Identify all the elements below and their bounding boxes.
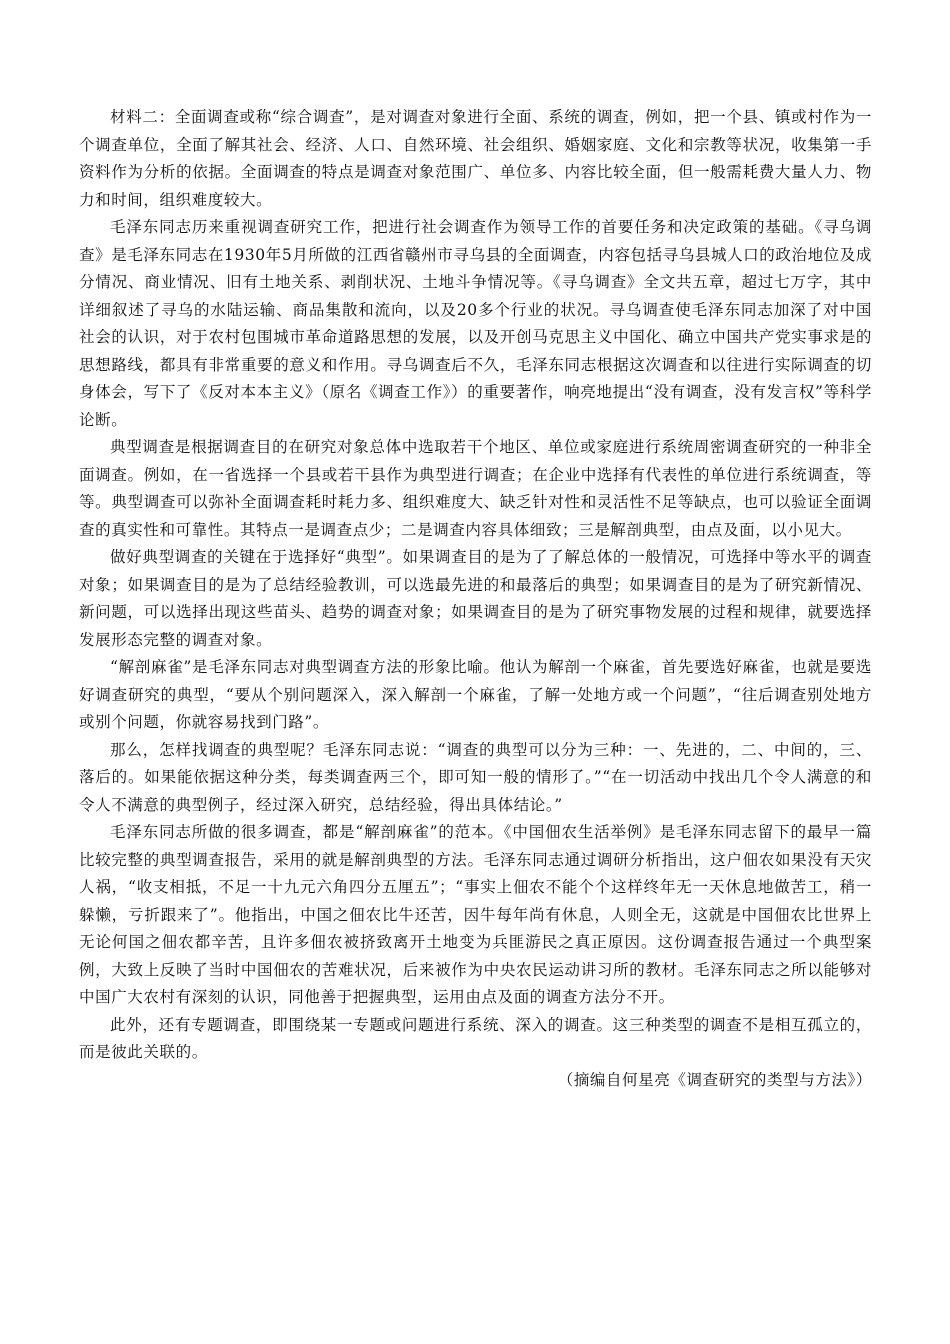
- paragraph-special-survey: 此外，还有专题调查，即围绕某一专题或问题进行系统、深入的调查。这三种类型的调查不是相互孤立的，而是彼此关联的。: [79, 1015, 872, 1061]
- paragraph-dissecting-sparrow: “解剖麻雀”是毛泽东同志对典型调查方法的形象比喻。他认为解剖一个麻雀，首先要选好麻雀，也就是要选好调查研究的典型，“要从个别问题深入，深入解剖一个麻雀，了解一处地方或一个问题”，“往后调查别处地方或别个问题，你就容易找到门路”。: [79, 658, 872, 731]
- paragraph-choosing-typical: 做好典型调查的关键在于选择好“典型”。如果调查目的是为了了解总体的一般情况，可选择中等水平的调查对象；如果调查目的是为了总结经验教训，可以选最先进的和最落后的典型；如果调查目的是为了研究新情况、新问题，可以选择出现这些苗头、趋势的调查对象；如果调查目的是为了研究事物发展的过程和规律，就要选择发展形态完整的调查对象。: [79, 548, 872, 649]
- paragraph-xunwu-survey: 毛泽东同志历来重视调查研究工作，把进行社会调查作为领导工作的首要任务和决定政策的基础。《寻乌调查》是毛泽东同志在1930年5月所做的江西省赣州市寻乌县的全面调查，内容包括寻乌县城人口的政治地位及成分情况、商业情况、旧有土地关系、剥削状况、土地斗争情况等。《寻乌调查》全文共五章，超过七万字，其中详细叙述了寻乌的水陆运输、商品集散和流向，以及20多个行业的状况。寻乌调查使毛泽东同志加深了对中国社会的认识，对于农村包围城市革命道路思想的发展，以及开创马克思主义中国化、确立中国共产党实事求是的思想路线，都具有非常重要的意义和作用。寻乌调查后不久，毛泽东同志根据这次调查和以往进行实际调查的切身体会，写下了《反对本本主义》（原名《调查工作》）的重要著作，响亮地提出“没有调查，没有发言权”等科学论断。: [79, 218, 872, 429]
- paragraph-three-types: 那么，怎样找调查的典型呢？毛泽东同志说：“调查的典型可以分为三种：一、先进的，二、中间的，三、落后的。如果能依据这种分类，每类调查两三个，即可知一般的情形了。”“在一切活动中找出几个令人满意的和令人不满意的典型例子，经过深入研究，总结经验，得出具体结论。”: [79, 740, 872, 814]
- paragraph-tenant-farmer-report: 毛泽东同志所做的很多调查，都是“解剖麻雀”的范本。《中国佃农生活举例》是毛泽东同志留下的最早一篇比较完整的典型调查报告，采用的就是解剖典型的方法。毛泽东同志通过调研分析指出，这户佃农如果没有天灾人祸，“收支相抵，不足一十九元六角四分五厘五”；“事实上佃农不能个个这样终年无一天休息地做苦工，稍一躲懒，亏折跟来了”。他指出，中国之佃农比牛还苦，因牛每年尚有休息，人则全无，这就是中国佃农比世界上无论何国之佃农都辛苦，且许多佃农被挤致离开土地变为兵匪游民之真正原因。这份调查报告通过一个典型案例，大致上反映了当时中国佃农的苦难状况，后来被作为中央农民运动讲习所的教材。毛泽东同志之所以能够对中国广大农村有深刻的认识，同他善于把握典型，运用由点及面的调查方法分不开。: [79, 823, 872, 1006]
- paragraph-typical-survey: 典型调查是根据调查目的在研究对象总体中选取若干个地区、单位或家庭进行系统周密调查研究的一种非全面调查。例如，在一省选择一个县或若干县作为典型进行调查；在企业中选择有代表性的单位进行系统调查，等等。典型调查可以弥补全面调查耗时耗力多、组织难度大、缺乏针对性和灵活性不足等缺点，也可以验证全面调查的真实性和可靠性。其特点一是调查点少；二是调查内容具体细致；三是解剖典型，由点及面，以小见大。: [79, 438, 872, 539]
- document-page: [79, 104, 872, 1094]
- paragraph-material-two-intro: 材料二：全面调查或称“综合调查”，是对调查对象进行全面、系统的调查，例如，把一个县、镇或村作为一个调查单位，全面了解其社会、经济、人口、自然环境、社会组织、婚姻家庭、文化和宗教等状况，收集第一手资料作为分析的依据。全面调查的特点是调查对象范围广、单位多、内容比较全面，但一般需耗费大量人力、物力和时间，组织难度较大。: [79, 108, 872, 209]
- source-citation: （摘编自何星亮《调查研究的类型与方法》）: [557, 1070, 872, 1089]
